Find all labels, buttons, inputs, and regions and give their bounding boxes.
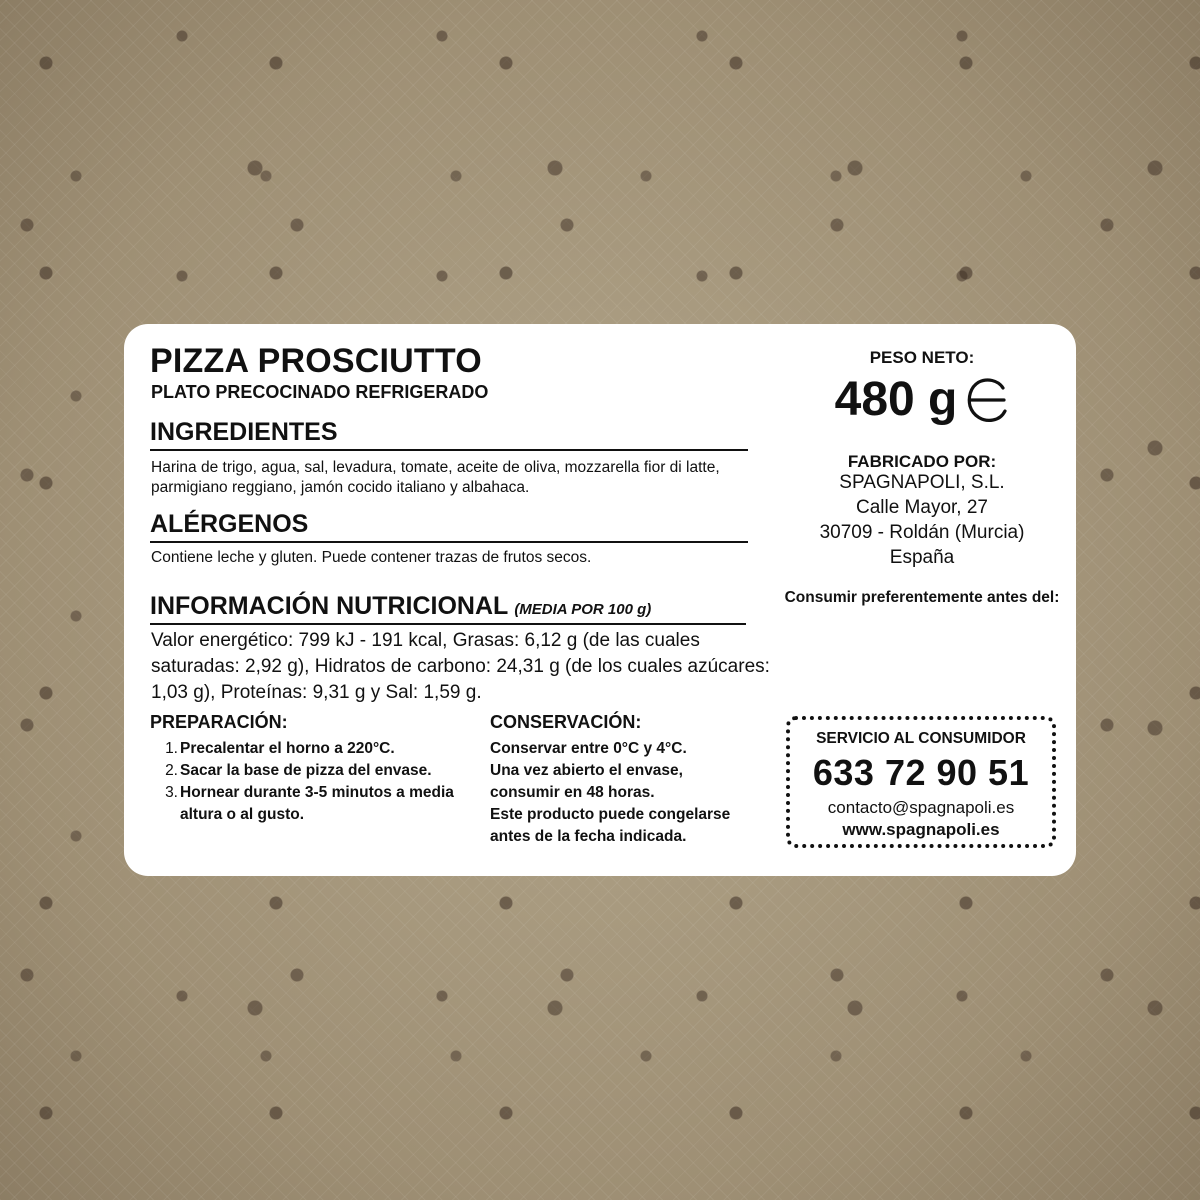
ingredients-text: Harina de trigo, agua, sal, levadura, tomate, aceite de oliva, mozzarella fior di latte, parmigiano reggiano, jamón cocido italiano y albahaca. [151, 459, 720, 496]
net-weight [784, 372, 1060, 427]
product-title: PIZZA PROSCIUTTO [150, 342, 482, 380]
step-text: Hornear durante 3-5 minutos a media altura o al gusto. [180, 784, 454, 823]
conservation-line: Conservar entre 0°C y 4°C. [490, 740, 687, 757]
preparation-step [150, 738, 470, 760]
consumer-service-box [786, 716, 1056, 848]
preparation-steps [150, 738, 470, 826]
manufacturer-line: España [889, 547, 955, 568]
step-text: Precalentar el horno a 220°C. [180, 740, 395, 757]
nutrition-heading-text: INFORMACIÓN NUTRICIONAL [150, 592, 509, 620]
preparation-heading: PREPARACIÓN: [150, 712, 288, 732]
consumer-service-email[interactable]: contacto@spagnapoli.es [827, 798, 1015, 817]
estimated-sign-icon [965, 376, 1009, 424]
product-subtitle: PLATO PRECOCINADO REFRIGERADO [151, 382, 489, 402]
manufacturer-line: SPAGNAPOLI, S.L. [839, 472, 1005, 493]
preparation-step [150, 782, 470, 826]
manufacturer-line: 30709 - Roldán (Murcia) [819, 522, 1025, 543]
allergens-heading: ALÉRGENOS [150, 510, 748, 543]
preparation-step [150, 760, 470, 782]
conservation-text [490, 738, 790, 848]
net-weight-label: PESO NETO: [869, 348, 975, 367]
conservation-line: Este producto puede congelarse [490, 806, 731, 823]
consumer-service-label: SERVICIO AL CONSUMIDOR [816, 730, 1026, 747]
best-before-label: Consumir preferentemente antes del: [784, 589, 1060, 606]
conservation-line: Una vez abierto el envase, [490, 762, 683, 779]
manufacturer-address [784, 470, 1060, 570]
allergens-text: Contiene leche y gluten. Puede contener trazas de frutos secos. [151, 549, 592, 566]
product-label [124, 324, 1076, 876]
net-weight-value: 480 g [834, 373, 958, 426]
manufacturer-label: FABRICADO POR: [847, 452, 997, 471]
ingredients-heading: INGREDIENTES [150, 418, 748, 451]
manufacturer-line: Calle Mayor, 27 [855, 497, 988, 518]
step-number: 1. [165, 740, 178, 757]
consumer-service-website[interactable]: www.spagnapoli.es [842, 820, 1000, 839]
nutrition-heading [150, 592, 746, 625]
nutrition-subheading: (MEDIA POR 100 g) [514, 601, 652, 618]
step-text: Sacar la base de pizza del envase. [180, 762, 432, 779]
step-number: 3. [165, 784, 178, 801]
nutrition-text: Valor energético: 799 kJ - 191 kcal, Grasas: 6,12 g (de las cuales saturadas: 2,92 g), Hidratos de carbono: 24,31 g (de los cuales azúcares: 1,03 g), Proteínas: 9,31 g y Sal: 1,59 g. [151, 630, 770, 703]
conservation-line: antes de la fecha indicada. [490, 828, 687, 845]
conservation-line: consumir en 48 horas. [490, 784, 655, 801]
conservation-heading: CONSERVACIÓN: [490, 712, 642, 732]
step-number: 2. [165, 762, 178, 779]
consumer-service-phone[interactable]: 633 72 90 51 [812, 752, 1030, 793]
